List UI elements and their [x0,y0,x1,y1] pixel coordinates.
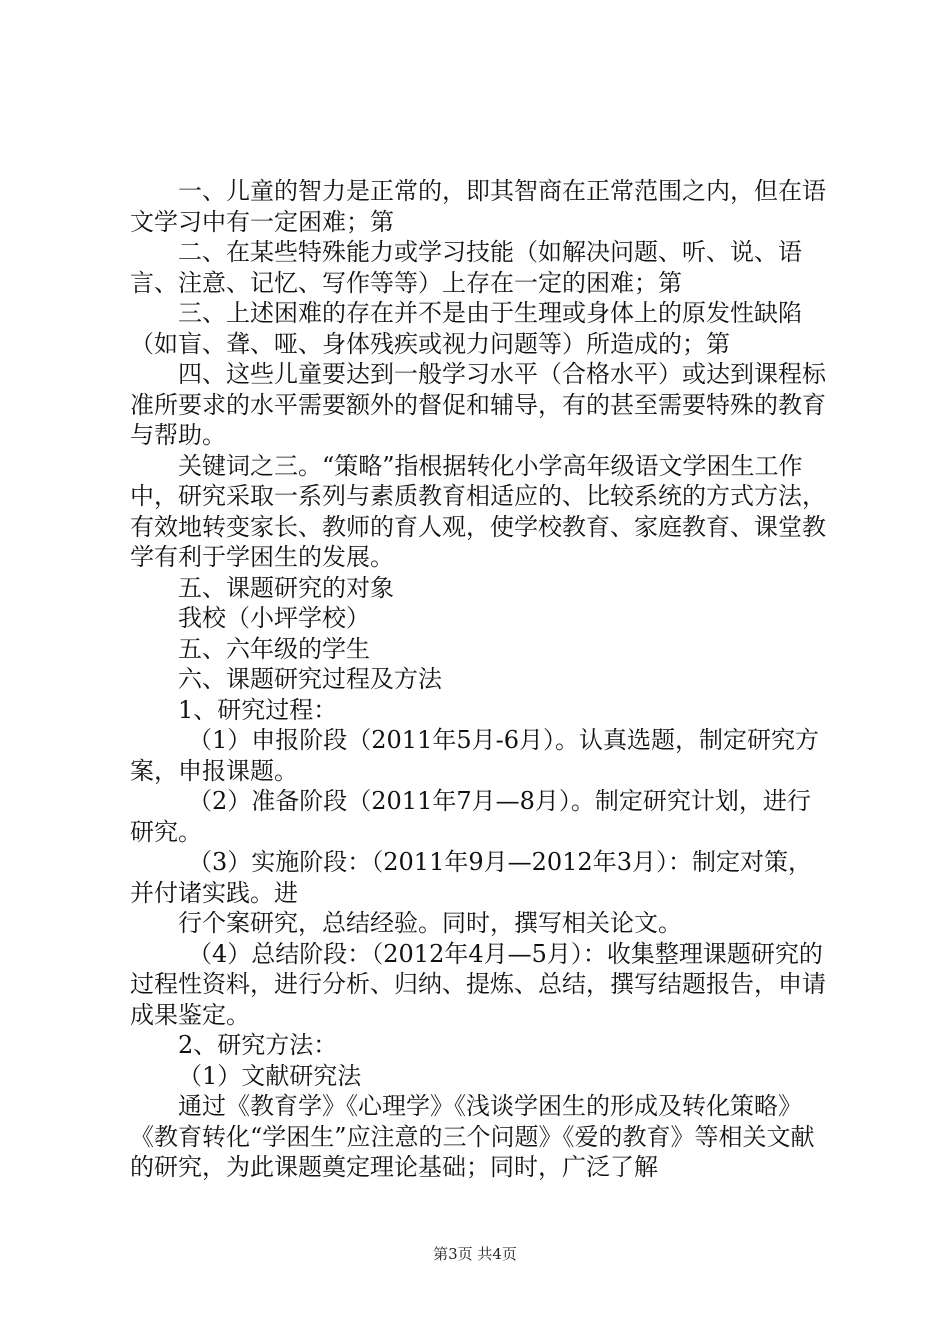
paragraph-condition-3: 三、上述困难的存在并不是由于生理或身体上的原发性缺陷（如盲、聋、哑、身体残疾或视力问题等）所造成的；第 [130,299,802,358]
paragraph-stage-3-cont: 行个案研究，总结经验。同时，撰写相关论文。 [178,909,682,937]
paragraph-condition-2: 二、在某些特殊能力或学习技能（如解决问题、听、说、语言、注意、记忆、写作等等）上存在一定的困难；第 [130,238,802,297]
section-heading-6: 六、课题研究过程及方法 [178,665,442,693]
subheading-literature-method: （1）文献研究法 [178,1061,362,1090]
paragraph-condition-1: 一、儿童的智力是正常的，即其智商在正常范围之内，但在语文学习中有一定困难；第 [130,177,826,236]
paragraph-grades: 五、六年级的学生 [178,634,370,663]
subheading-methods: 2、研究方法： [178,1031,338,1059]
paragraph-stage-2: （2）准备阶段（2011年7月—8月）。制定研究计划，进行研究。 [130,787,811,846]
paragraph-stage-1: （1）申报阶段（2011年5月-6月）。认真选题，制定研究方案，申报课题。 [130,726,819,785]
paragraph-keyword-3: 关键词之三。“策略”指根据转化小学高年级语文学困生工作中，研究采取一系列与素质教育相适应的、比较系统的方式方法，有效地转变家长、教师的育人观，使学校教育、家庭教育、课堂教学有利于学困生的发展。 [130,451,826,571]
paragraph-condition-4: 四、这些儿童要达到一般学习水平（合格水平）或达到课程标准所要求的水平需要额外的督促和辅导，有的甚至需要特殊的教育与帮助。 [130,360,826,449]
paragraph-stage-3: （3）实施阶段：（2011年9月—2012年3月）：制定对策，并付诸实践。进 [130,848,812,907]
document-body [130,176,830,1183]
page-footer: 第3页 共4页 [433,1245,517,1263]
paragraph-stage-4: （4）总结阶段：（2012年4月—5月）：收集整理课题研究的过程性资料，进行分析、归纳、提炼、总结，撰写结题报告，申请成果鉴定。 [130,939,826,1029]
paragraph-school: 我校（小坪学校） [178,604,370,632]
paragraph-literature: 通过《教育学》《心理学》《浅谈学困生的形成及转化策略》《教育转化“学困生”应注意的三个问题》《爱的教育》等相关文献的研究，为此课题奠定理论基础；同时，广泛了解 [130,1092,815,1181]
subheading-process: 1、研究过程： [178,695,338,724]
section-heading-5: 五、课题研究的对象 [178,573,394,602]
